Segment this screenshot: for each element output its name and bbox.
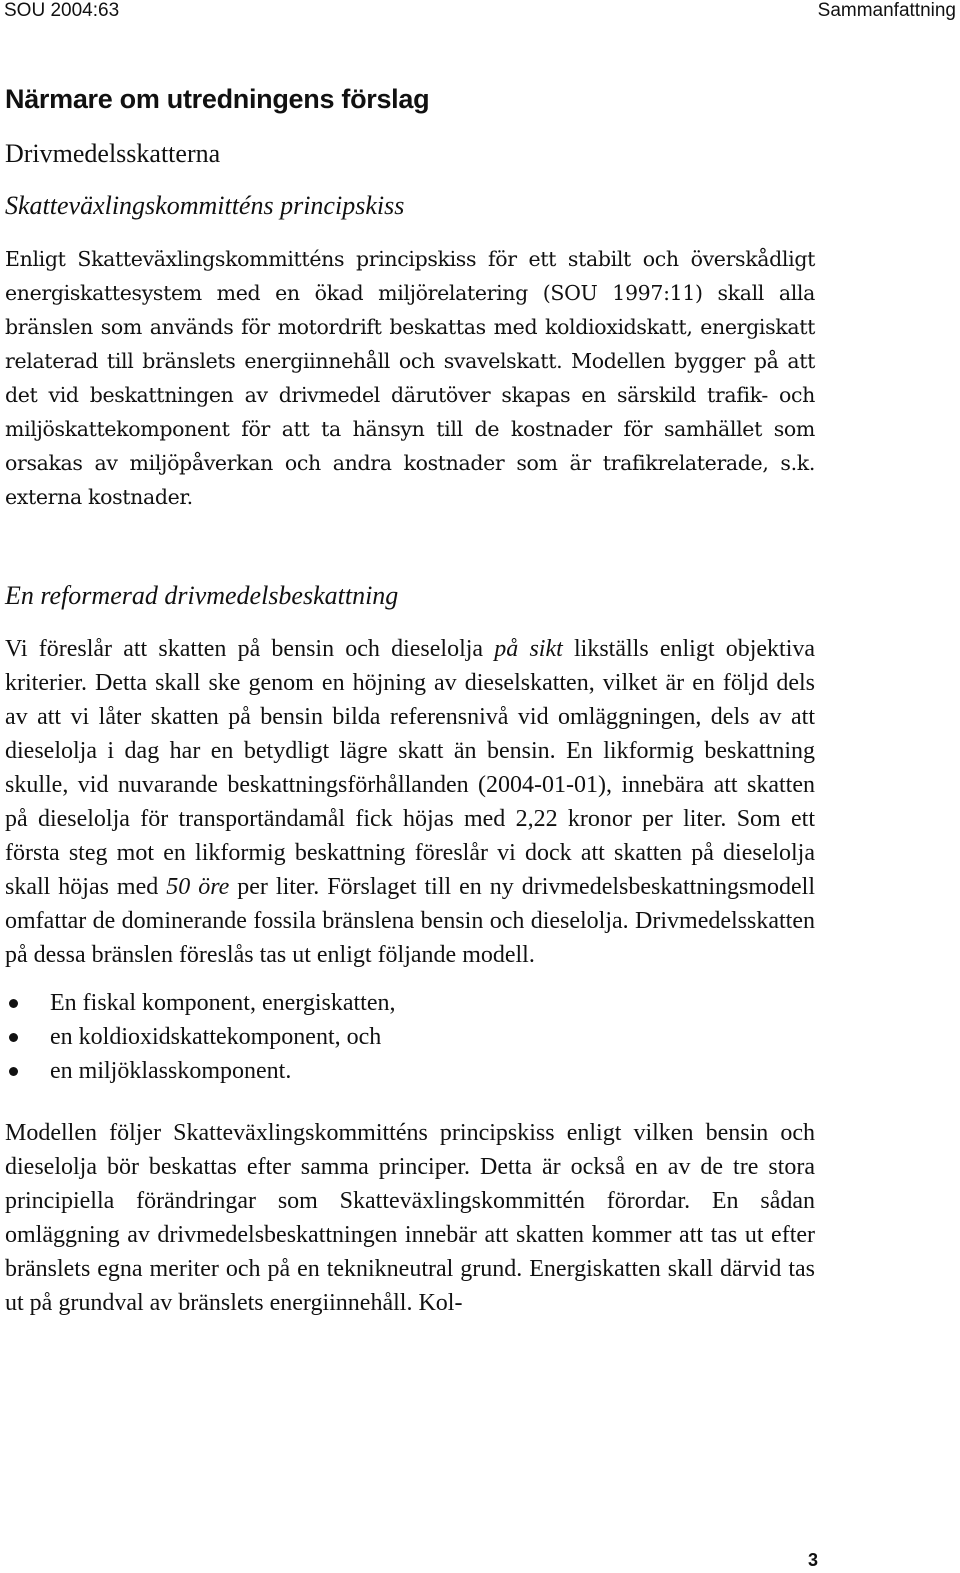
emphasis-pa-sikt: på sikt [494,636,563,662]
paragraph-modellen: Modellen följer Skatteväxlingskommitténs principskiss enligt vilken bensin och dieselolja bör beskattas efter samma principer. Detta är också en av de tre stora principiella förändringar som Skatteväxlingskommittén förordar. En sådan omläggning av drivmedelsbeskattningen innebär att skatten kommer att tas ut efter bränslets egna meriter och på en teknikneutral grund. Energiskatten skall därvid tas ut på grundval av bränslets energiinnehåll. Kol- [5,1120,815,1316]
paragraph-text-part: Vi föreslår att skatten på bensin och dieselolja [5,636,495,662]
paragraph-spacer [5,1088,815,1116]
page-content [5,82,815,1320]
bullet-dot-icon [9,999,18,1008]
page-number: 3 [807,1550,818,1570]
paragraph-text-part: likställs enligt objektiva kriterier. Detta skall ske genom en höjning av dieselskatten, vilket är en följd dels av att vi låter skatten på bensin bilda referensnivå vid omläggningen, dels av att dieselolja i dag har en betydligt lägre skatt än bensin. En likformig beskattning skulle, vid nuvarande beskattningsförhållanden (2004-01-01), innebära att skatten på dieselolja för transportändamål fick höjas med 2,22 kronor per liter. Som ett första steg mot en likformig beskattning föreslår vi dock att skatten på dieselolja skall höjas med [5,636,816,900]
section-spacer [5,514,815,580]
running-header [4,0,956,24]
list-item [5,1020,815,1054]
subsection-heading-reformerad: En reformerad drivmedelsbeskattning [5,581,399,610]
chapter-heading: Närmare om utredningens förslag [5,84,430,114]
list-item [5,1054,815,1088]
paragraph-principskiss: Enligt Skatteväxlingskommitténs principskiss för ett stabilt och överskådligt energiskattesystem med en ökad miljörelatering (SOU 1997:11) skall alla bränslen som används för motordrift beskattas med koldioxidskatt, energiskatt relaterad till bränslets energiinnehåll och svavelskatt. Modellen bygger på att det vid beskattningen av drivmedel därutöver skapas en särskild trafik- och miljöskattekomponent för att ta hänsyn till de kostnader för samhället som orsakas av miljöpåverkan och andra kostnader som är trafikrelaterade, s.k. externa kostnader. [5,247,815,509]
section-heading: Drivmedelsskatterna [5,139,221,168]
paragraph-reformerad [5,632,815,972]
emphasis-50-ore: 50 öre [166,874,230,900]
subsection-heading-principskiss: Skatteväxlingskommitténs principskiss [5,191,405,220]
component-bullet-list [5,986,815,1088]
bullet-dot-icon [9,1033,18,1042]
header-document-id: SOU 2004:63 [4,0,120,21]
bullet-dot-icon [9,1067,18,1076]
paragraph-text-part: per liter. Förslaget till en ny drivmedelsbeskattningsmodell omfattar de dominerande fossila bränslena bensin och dieselolja. Drivmedelsskatten på dessa bränslen föreslås tas ut enligt följande modell. [5,874,816,968]
header-section-name: Sammanfattning [817,0,956,21]
list-item [5,986,815,1020]
list-item-text: en koldioxidskattekomponent, och [50,1024,382,1050]
list-item-text: en miljöklasskomponent. [50,1058,292,1084]
list-item-text: En fiskal komponent, energiskatten, [50,990,396,1016]
